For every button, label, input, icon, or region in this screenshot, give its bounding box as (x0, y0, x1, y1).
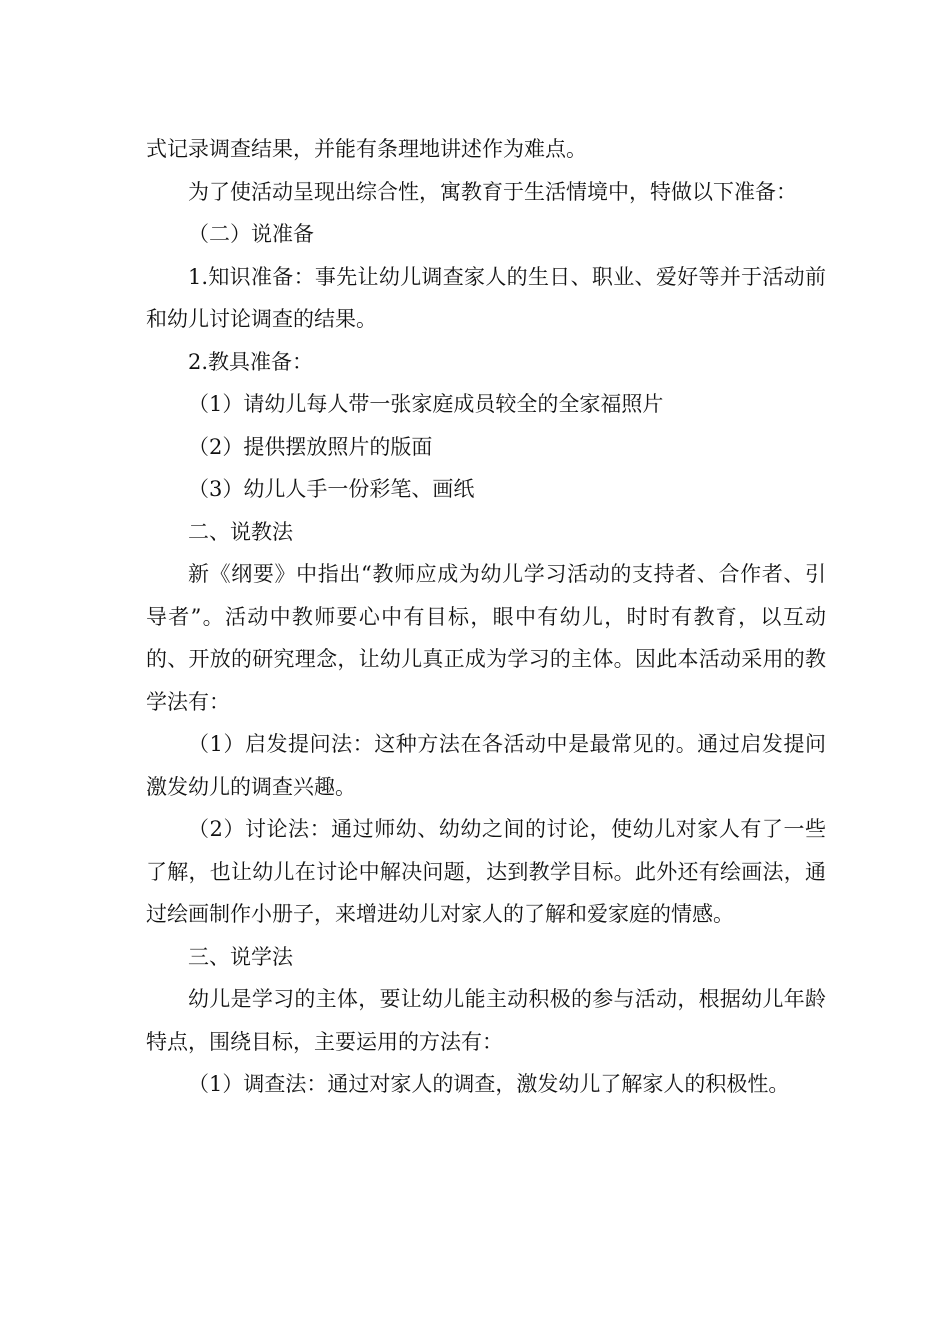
heading-preparation: （二）说准备 (188, 222, 314, 246)
heading-learning-methods: 三、说学法 (188, 944, 293, 969)
paragraph-preparation-intro: 为了使活动呈现出综合性，寓教育于生活情境中，特做以下准备： (188, 179, 797, 204)
list-item-aid-1: （1）请幼儿每人带一张家庭成员较全的全家福照片 (188, 392, 664, 416)
paragraph-continuation: 式记录调查结果，并能有条理地讲述作为难点。 (146, 137, 587, 161)
list-item-method-1: （1）启发提问法：这种方法在各活动中是最常见的。通过启发提问激发幼儿的调查兴趣。 (146, 732, 826, 799)
list-item-aid-3: （3）幼儿人手一份彩笔、画纸 (188, 477, 475, 501)
paragraph-knowledge-preparation: 1.知识准备：事先让幼儿调查家人的生日、职业、爱好等并于活动前和幼儿讨论调查的结果。 (146, 264, 826, 331)
list-item-method-2: （2）讨论法：通过师幼、幼幼之间的讨论，使幼儿对家人有了一些了解，也让幼儿在讨论中解决问题，达到教学目标。此外还有绘画法，通过绘画制作小册子，来增进幼儿对家人的了解和爱家庭的情感。 (146, 817, 826, 926)
list-item-learning-1: （1）调查法：通过对家人的调查，激发幼儿了解家人的积极性。 (188, 1072, 790, 1096)
list-item-aid-2: （2）提供摆放照片的版面 (188, 434, 433, 459)
heading-teaching-methods: 二、说教法 (188, 519, 293, 544)
document-body (146, 128, 826, 1106)
paragraph-guideline-quote: 新《纲要》中指出“教师应成为幼儿学习活动的支持者、合作者、引导者”。活动中教师要心中有目标，眼中有幼儿，时时有教育，以互动的、开放的研究理念，让幼儿真正成为学习的主体。因此本活动采用的教学法有： (146, 562, 826, 714)
paragraph-learning-intro: 幼儿是学习的主体，要让幼儿能主动积极的参与活动，根据幼儿年龄特点，围绕目标，主要运用的方法有： (146, 987, 826, 1054)
paragraph-teaching-aids: 2.教具准备： (188, 349, 314, 374)
